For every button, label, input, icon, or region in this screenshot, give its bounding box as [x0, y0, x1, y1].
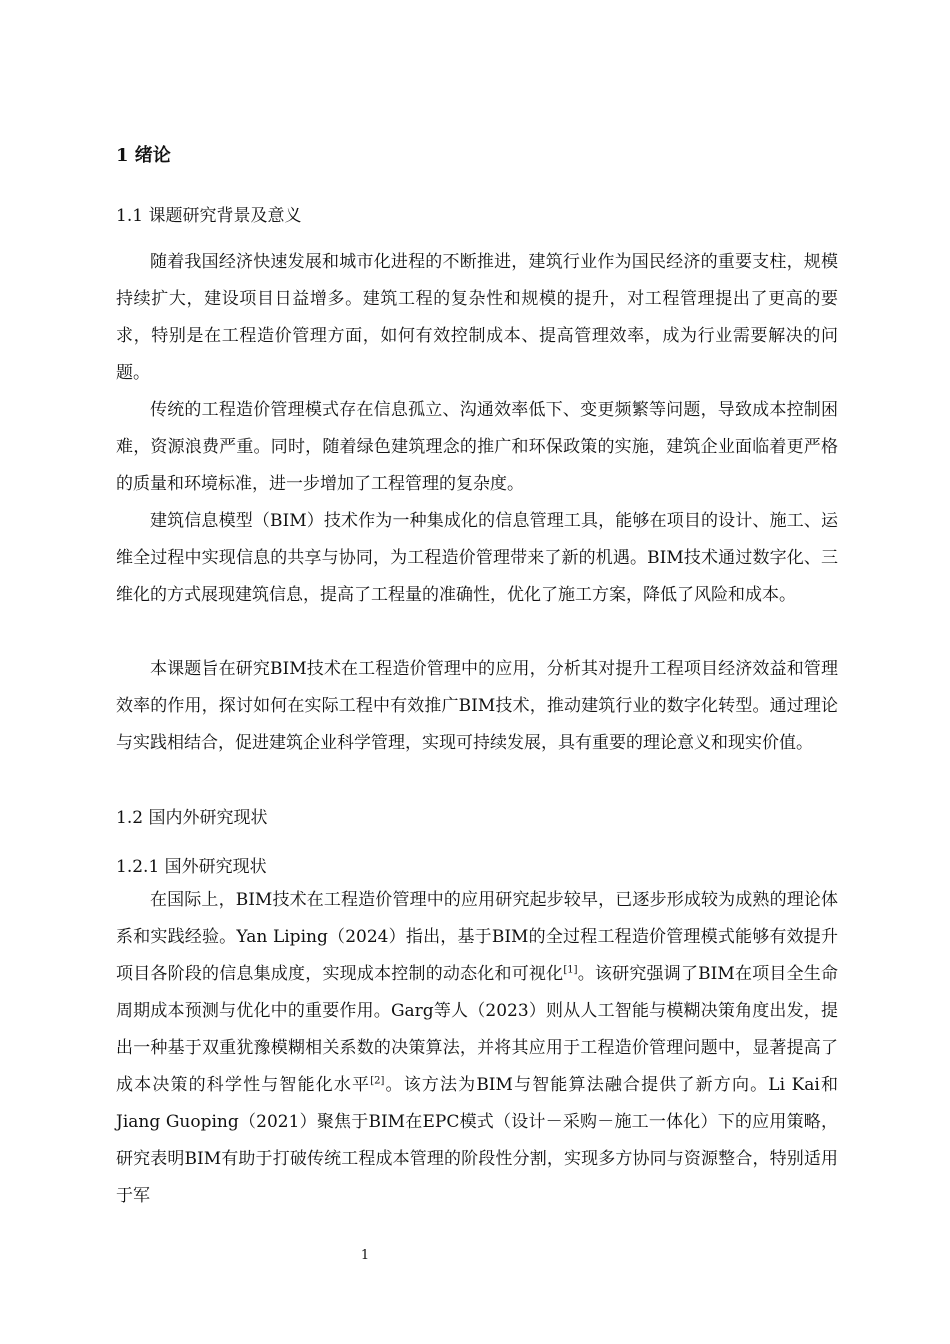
paragraph-5	[116, 882, 838, 1215]
paragraph-2: 传统的工程造价管理模式存在信息孤立、沟通效率低下、变更频繁等问题，导致成本控制困难，资源浪费严重。同时，随着绿色建筑理念的推广和环保政策的实施，建筑企业面临着更严格的质量和环境标准，进一步增加了工程管理的复杂度。	[116, 400, 838, 494]
section-heading-status: 1.2 国内外研究现状	[116, 808, 268, 828]
subsection-heading-foreign: 1.2.1 国外研究现状	[116, 857, 267, 877]
page-number: 1	[360, 1248, 370, 1263]
chapter-heading: 1 绪论	[116, 145, 171, 166]
section-heading-background: 1.1 课题研究背景及意义	[116, 206, 302, 226]
citation-2[interactable]: [2]	[370, 1075, 385, 1087]
paragraph-5-part-a: 在国际上，BIM技术在工程造价管理中的应用研究起步较早，已逐步形成较为成熟的理论体系和实践经验。Yan Liping（2024）指出，基于BIM的全过程工程造价管理模式能够有效提升项目各阶段的信息集成度，实现成本控制的动态化和可视化	[116, 890, 838, 984]
paragraph-5-part-b: 。该研究强调了BIM在项目全生命周期成本预测与优化中的重要作用。Garg等人（2023）则从人工智能与模糊决策角度出发，提出一种基于双重犹豫模糊相关系数的决策算法，并将其应用于工程造价管理问题中，显著提高了成本决策的科学性与智能化水平	[116, 964, 839, 1095]
paragraph-3: 建筑信息模型（BIM）技术作为一种集成化的信息管理工具，能够在项目的设计、施工、运维全过程中实现信息的共享与协同，为工程造价管理带来了新的机遇。BIM技术通过数字化、三维化的方式展现建筑信息，提高了工程量的准确性，优化了施工方案，降低了风险和成本。	[116, 511, 838, 605]
paragraph-1: 随着我国经济快速发展和城市化进程的不断推进，建筑行业作为国民经济的重要支柱，规模持续扩大，建设项目日益增多。建筑工程的复杂性和规模的提升，对工程管理提出了更高的要求，特别是在工程造价管理方面，如何有效控制成本、提高管理效率，成为行业需要解决的问题。	[116, 252, 838, 383]
paragraph-5-part-c: 。该方法为BIM与智能算法融合提供了新方向。Li Kai和Jiang Guoping（2021）聚焦于BIM在EPC模式（设计－采购－施工一体化）下的应用策略，研究表明BIM有助于打破传统工程成本管理的阶段性分割，实现多方协同与资源整合，特别适用于军	[116, 1075, 838, 1206]
citation-1[interactable]: [1]	[563, 964, 578, 976]
paragraph-4: 本课题旨在研究BIM技术在工程造价管理中的应用，分析其对提升工程项目经济效益和管理效率的作用，探讨如何在实际工程中有效推广BIM技术，推动建筑行业的数字化转型。通过理论与实践相结合，促进建筑企业科学管理，实现可持续发展，具有重要的理论意义和现实价值。	[116, 659, 838, 753]
